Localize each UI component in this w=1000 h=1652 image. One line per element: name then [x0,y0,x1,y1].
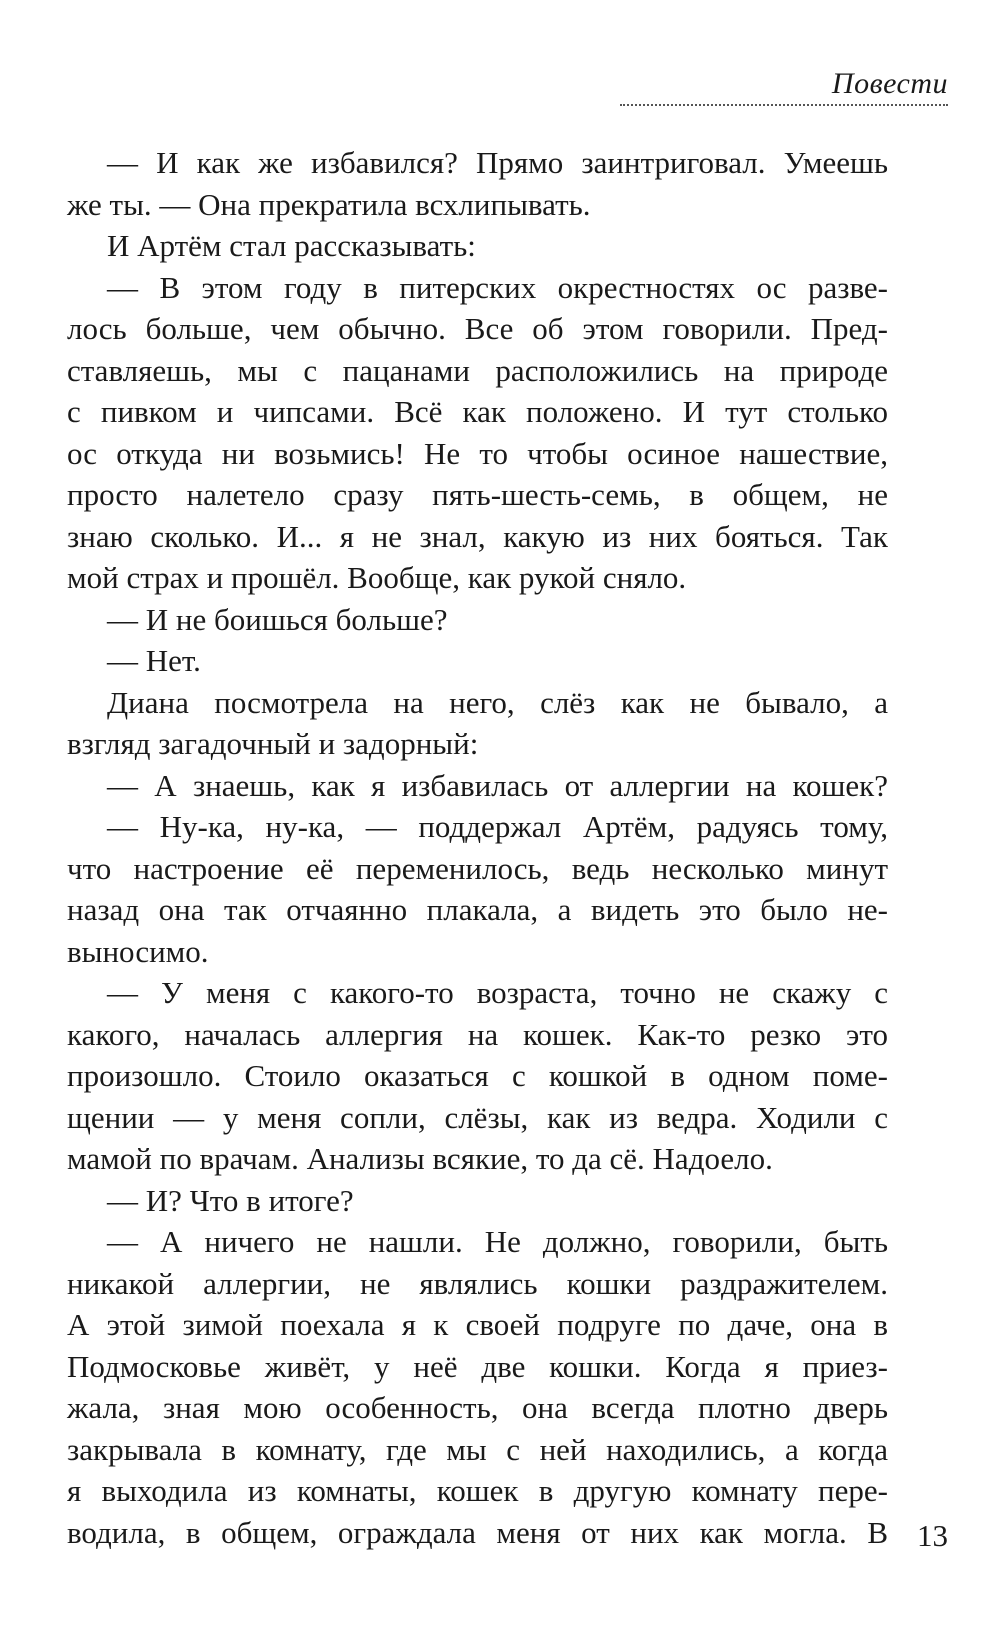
text-line: ставляешь, мы с пацанами расположились на природе [67,352,888,388]
text-line: лось больше, чем обычно. Все об этом говорили. Пред- [67,311,888,346]
text-line: просто налетело сразу пять-шесть-семь, в общем, не [67,477,888,512]
text-line: же ты. — Она прекратила всхлипывать. [67,186,591,222]
text-line: Подмосковье живёт, у неё две кошки. Когда я приез- [67,1348,888,1384]
text-line: — Ну-ка, ну-ка, — поддержал Артём, радуясь тому, [107,809,888,844]
text-line: — А ничего не нашли. Не должно, говорили, быть [107,1224,888,1259]
text-line: я выходила из комнаты, кошек в другую комнату пере- [67,1473,888,1508]
text-line: закрывала в комнату, где мы с ней находились, а когда [67,1431,888,1467]
text-line: ос откуда ни возьмись! Не то чтобы осиное нашествие, [67,435,888,471]
text-line: — И не боишься больше? [107,601,448,637]
text-line: — И? Что в итоге? [107,1182,354,1218]
running-head-title: Повести [831,67,948,100]
text-line: мой страх и прошёл. Вообще, как рукой сняло. [67,560,687,595]
running-head [620,66,948,106]
text-line: водила, в общем, ограждала меня от них как могла. В [67,1514,888,1550]
text-line: Диана посмотрела на него, слёз как не бывало, а [107,684,888,720]
text-line: — И как же избавился? Прямо заинтриговал. Умеешь [107,145,888,180]
text-line: жала, зная мою особенность, она всегда плотно дверь [67,1390,888,1425]
text-line: мамой по врачам. Анализы всякие, то да сё. Надоело. [67,1141,773,1176]
text-line: назад она так отчаянно плакала, а видеть это было не- [67,892,888,927]
running-head-rule [620,104,948,106]
text-line: щении — у меня сопли, слёзы, как из ведра. Ходили с [67,1099,888,1135]
text-line: выносимо. [67,933,209,969]
text-line: что настроение её переменилось, ведь несколько минут [67,850,888,886]
text-line: какого, началась аллергия на кошек. Как-то резко это [67,1016,888,1052]
text-line: произошло. Стоило оказаться с кошкой в одном поме- [67,1058,888,1093]
text-line: никакой аллергии, не являлись кошки раздражителем. [67,1265,888,1301]
page-number: 13 [917,1518,948,1553]
text-line: — Нет. [107,643,201,678]
body-text [67,142,888,1553]
text-line: знаю сколько. И... я не знал, какую из них бояться. Так [67,518,888,554]
text-line: А этой зимой поехала я к своей подруге по даче, она в [67,1307,888,1342]
text-line: — У меня с какого-то возраста, точно не скажу с [107,975,888,1010]
text-line: — А знаешь, как я избавилась от аллергии на кошек? [107,767,888,803]
text-line: — В этом году в питерских окрестностях ос разве- [107,269,888,305]
text-line: взгляд загадочный и задорный: [67,726,479,761]
text-line: И Артём стал рассказывать: [107,228,476,263]
text-line: с пивком и чипсами. Всё как положено. И тут столько [67,394,888,429]
